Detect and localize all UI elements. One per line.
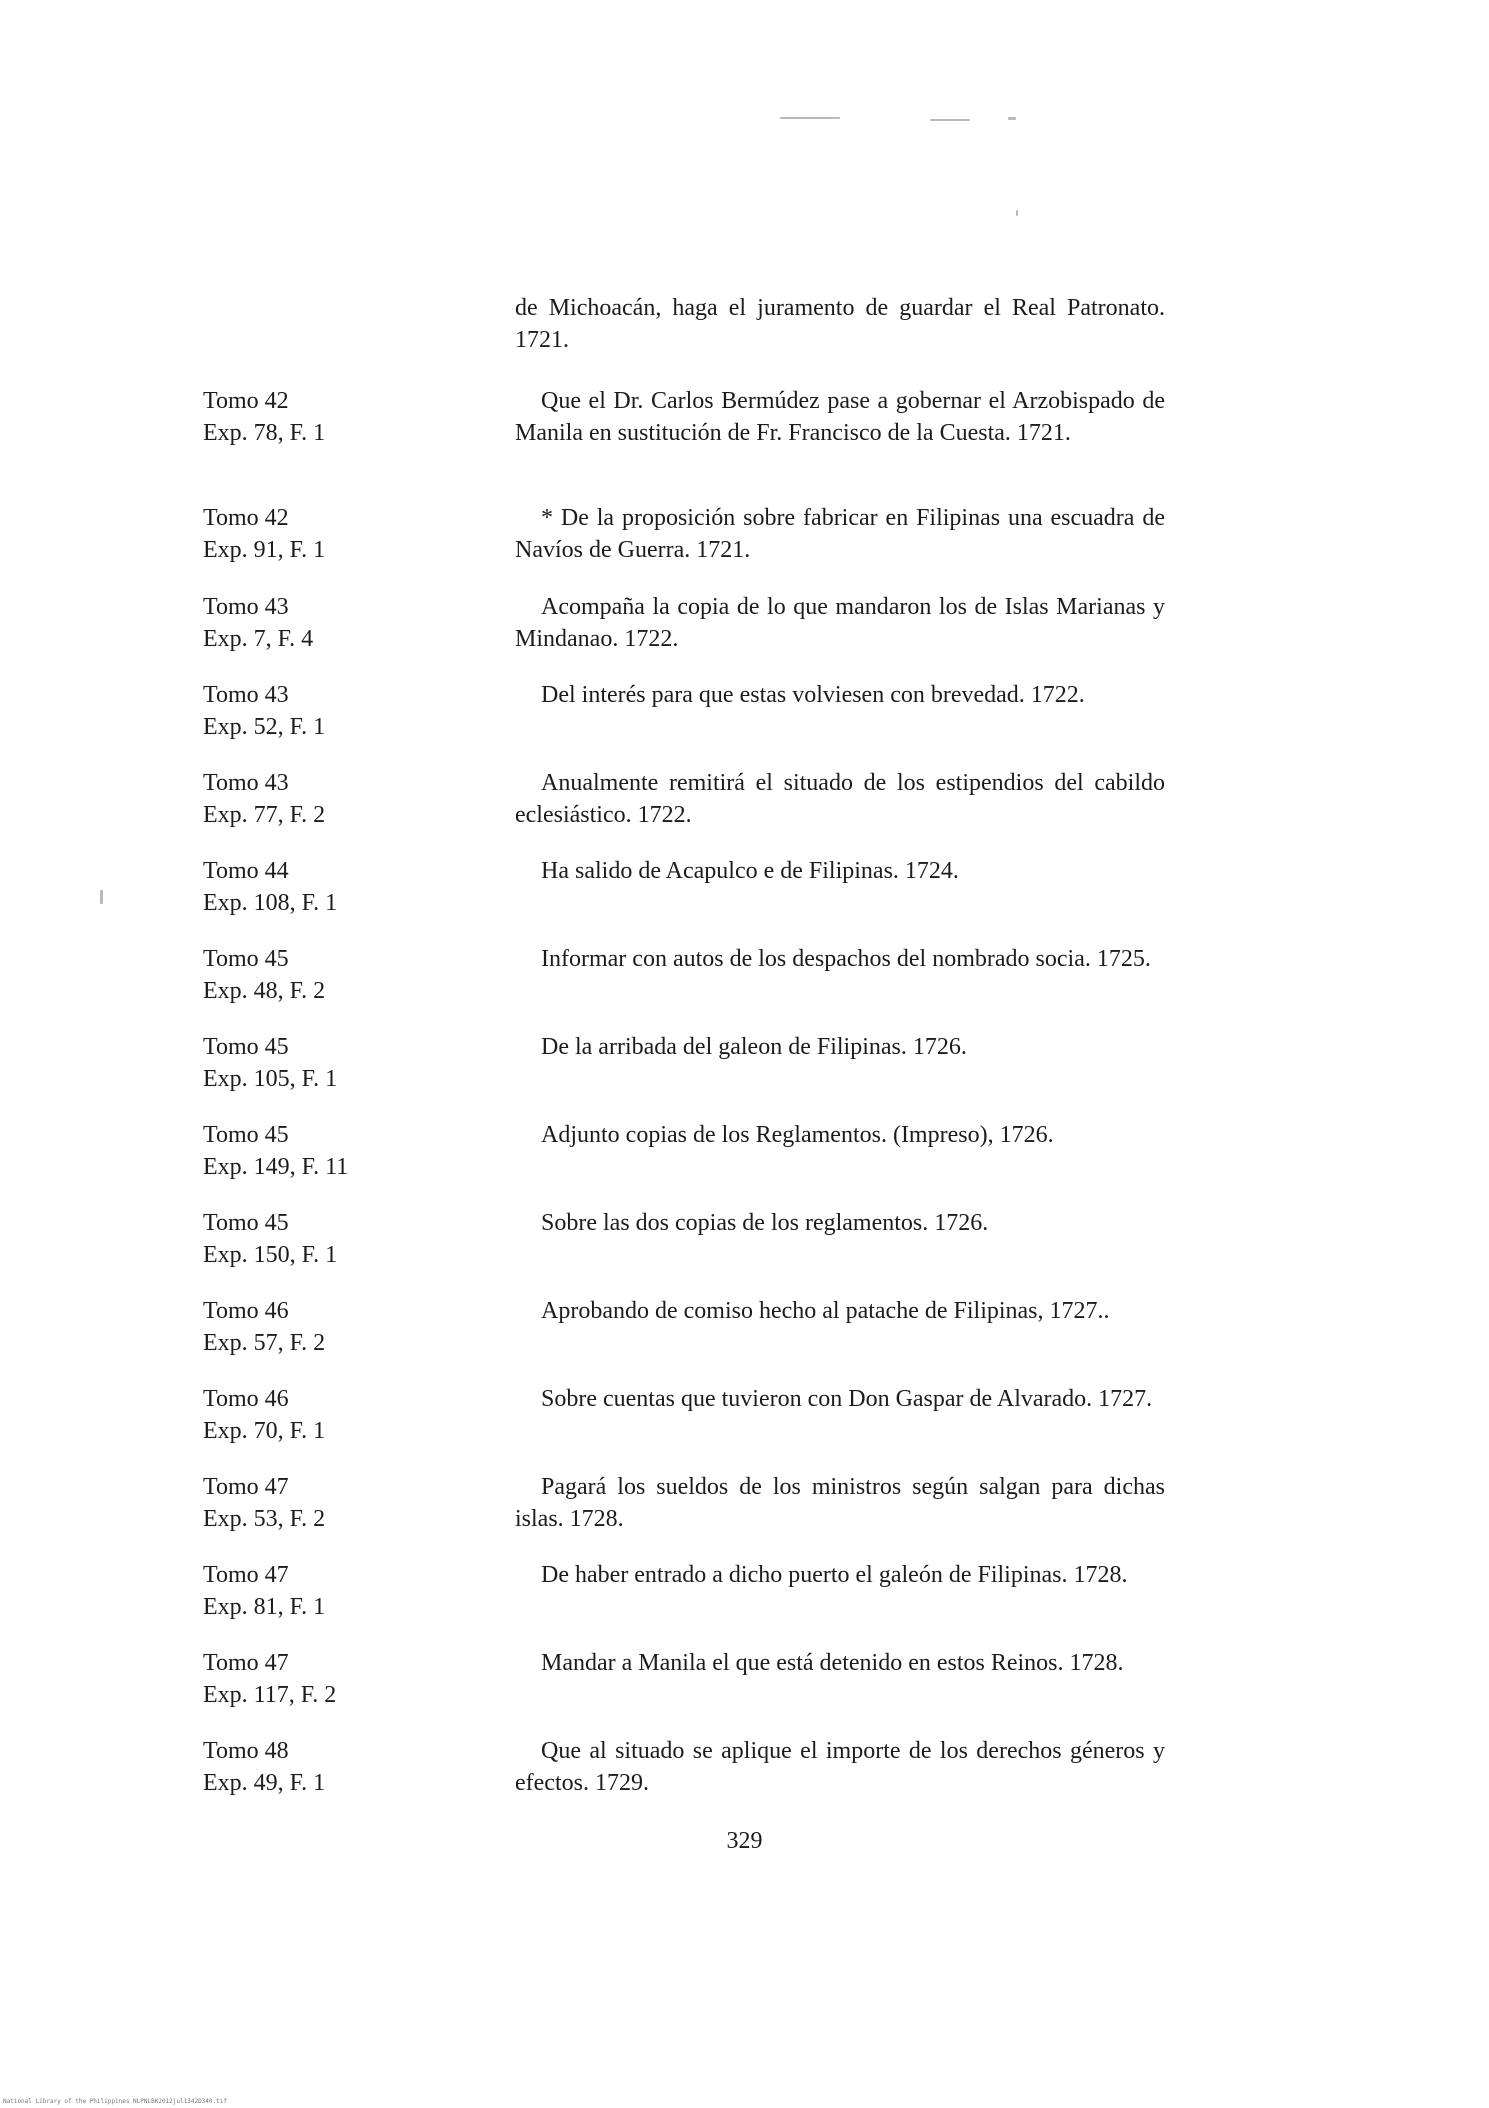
- entry-description: [515, 943, 1165, 975]
- entry-exp: Exp. 52, F. 1: [203, 714, 326, 740]
- entry-exp: Exp. 105, F. 1: [203, 1066, 338, 1092]
- entry-text: Acompaña la copia de lo que mandaron los de Islas Marianas y Mindanao. 1722.: [515, 594, 1165, 652]
- entry-reference: [203, 1119, 443, 1183]
- page-number: 329: [726, 1828, 763, 1854]
- entry-exp: Exp. 117, F. 2: [203, 1682, 337, 1708]
- entry-reference: [203, 767, 443, 831]
- entry-tomo: Tomo 45: [203, 946, 289, 972]
- scan-speck: [930, 119, 970, 121]
- entry-tomo: Tomo 46: [203, 1386, 289, 1412]
- entry-text: De haber entrado a dicho puerto el galeón de Filipinas. 1728.: [541, 1562, 1128, 1588]
- entry-reference: [203, 1735, 443, 1799]
- entry-reference: [203, 1295, 443, 1359]
- entry-text: Que al situado se aplique el importe de los derechos géneros y efectos. 1729.: [515, 1738, 1165, 1796]
- entry-description: [515, 1119, 1165, 1151]
- entry-description: [515, 1735, 1165, 1799]
- entry-exp: Exp. 108, F. 1: [203, 890, 338, 916]
- entry-description: [515, 385, 1165, 449]
- entry-tomo: Tomo 43: [203, 594, 289, 620]
- entry-description: [515, 1471, 1165, 1535]
- entry-description: [515, 767, 1165, 831]
- entry-text: Pagará los sueldos de los ministros según salgan para dichas islas. 1728.: [515, 1474, 1165, 1532]
- entry-tomo: Tomo 43: [203, 682, 289, 708]
- entry-reference: [203, 591, 443, 655]
- entry-exp: Exp. 49, F. 1: [203, 1770, 326, 1796]
- entry-text: De la arribada del galeon de Filipinas. 1726.: [541, 1034, 967, 1060]
- entry-description: [515, 1295, 1165, 1327]
- entry-tomo: Tomo 47: [203, 1562, 289, 1588]
- entry-exp: Exp. 81, F. 1: [203, 1594, 326, 1620]
- entry-exp: Exp. 70, F. 1: [203, 1418, 326, 1444]
- entry-text: Sobre las dos copias de los reglamentos. 1726.: [541, 1210, 989, 1236]
- entry-text: * De la proposición sobre fabricar en Filipinas una escuadra de Navíos de Guerra. 1721.: [515, 505, 1165, 563]
- entry-text: Adjunto copias de los Reglamentos. (Impreso), 1726.: [541, 1122, 1054, 1148]
- entry-text: Sobre cuentas que tuvieron con Don Gaspar de Alvarado. 1727.: [541, 1386, 1153, 1412]
- scan-speck: [100, 890, 103, 904]
- entry-exp: Exp. 78, F. 1: [203, 420, 326, 446]
- entry-text: Ha salido de Acapulco e de Filipinas. 1724.: [541, 858, 959, 884]
- entry-tomo: Tomo 44: [203, 858, 289, 884]
- entry-text: Aprobando de comiso hecho al patache de Filipinas, 1727..: [541, 1298, 1110, 1324]
- entry-reference: [203, 855, 443, 919]
- scan-speck: [1016, 210, 1018, 216]
- entry-text: Del interés para que estas volviesen con brevedad. 1722.: [541, 682, 1085, 708]
- entry-description: [515, 502, 1165, 566]
- entry-description: [515, 1031, 1165, 1063]
- entry-tomo: Tomo 43: [203, 770, 289, 796]
- entry-description: [515, 591, 1165, 655]
- intro-text: de Michoacán, haga el juramento de guardar el Real Patronato. 1721.: [515, 295, 1165, 353]
- entry-exp: Exp. 48, F. 2: [203, 978, 326, 1004]
- entry-description: [515, 1647, 1165, 1679]
- entry-tomo: Tomo 42: [203, 388, 289, 414]
- entry-tomo: Tomo 48: [203, 1738, 289, 1764]
- entry-exp: Exp. 149, F. 11: [203, 1154, 349, 1180]
- entry-description: [515, 679, 1165, 711]
- entry-exp: Exp. 57, F. 2: [203, 1330, 326, 1356]
- scan-speck: [1008, 117, 1016, 120]
- entry-tomo: Tomo 47: [203, 1474, 289, 1500]
- entry-text: Anualmente remitirá el situado de los estipendios del cabildo eclesiástico. 1722.: [515, 770, 1165, 828]
- entry-exp: Exp. 150, F. 1: [203, 1242, 338, 1268]
- entry-reference: [203, 943, 443, 1007]
- entry-reference: [203, 1471, 443, 1535]
- entry-description: [515, 1207, 1165, 1239]
- entry-reference: [203, 1383, 443, 1447]
- entry-reference: [203, 679, 443, 743]
- entry-tomo: Tomo 42: [203, 505, 289, 531]
- entry-reference: [203, 1031, 443, 1095]
- entry-description: [515, 1383, 1165, 1415]
- entry-exp: Exp. 53, F. 2: [203, 1506, 326, 1532]
- entry-text: Que el Dr. Carlos Bermúdez pase a gobernar el Arzobispado de Manila en sustitución de Fr. Francisco de la Cuesta. 1721.: [515, 388, 1165, 446]
- entry-tomo: Tomo 47: [203, 1650, 289, 1676]
- entry-tomo: Tomo 45: [203, 1034, 289, 1060]
- entry-text: Informar con autos de los despachos del nombrado socia. 1725.: [541, 946, 1151, 972]
- entry-exp: Exp. 7, F. 4: [203, 626, 314, 652]
- scan-footer-note: National Library of the Philippines NLPNLBK2012jul1342D340.tif: [3, 2098, 227, 2105]
- entry-tomo: Tomo 45: [203, 1122, 289, 1148]
- entry-reference: [203, 502, 443, 566]
- entry-text: Mandar a Manila el que está detenido en estos Reinos. 1728.: [541, 1650, 1124, 1676]
- entry-exp: Exp. 77, F. 2: [203, 802, 326, 828]
- entry-reference: [203, 1559, 443, 1623]
- entry-reference: [203, 385, 443, 449]
- entry-tomo: Tomo 46: [203, 1298, 289, 1324]
- entry-reference: [203, 1207, 443, 1271]
- entry-tomo: Tomo 45: [203, 1210, 289, 1236]
- scan-speck: [780, 117, 840, 119]
- entry-exp: Exp. 91, F. 1: [203, 537, 326, 563]
- entry-reference: [203, 1647, 443, 1711]
- entry-description: [515, 1559, 1165, 1591]
- entry-description: [515, 855, 1165, 887]
